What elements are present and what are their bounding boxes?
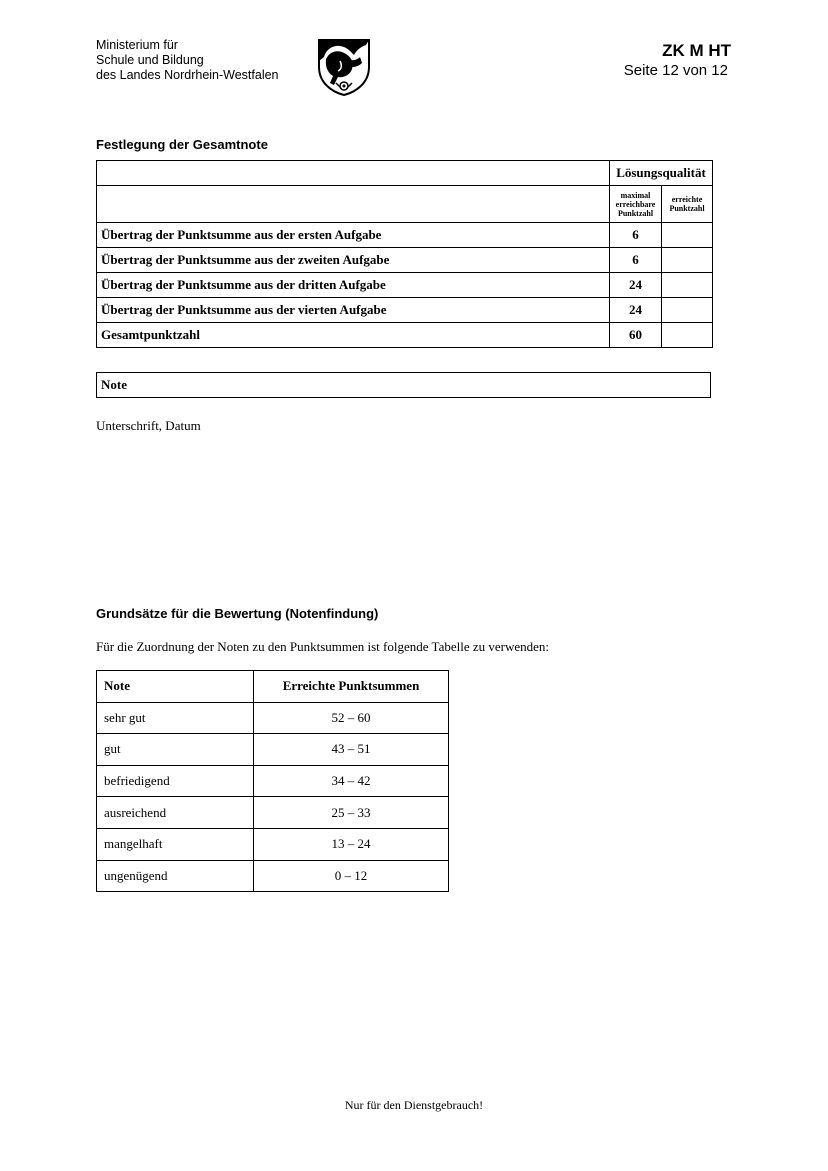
grading-intro: Für die Zuordnung der Noten zu den Punktsummen ist folgende Tabelle zu verwenden: [96,639,550,654]
grade-range: 43 – 51 [254,734,449,766]
achieved-points-total-cell[interactable] [662,323,713,348]
grade-header-range: Erreichte Punktsummen [254,671,449,703]
points-row-label: Übertrag der Punktsumme aus der zweiten Aufgabe [97,248,610,273]
quality-header: Lösungsqualität [610,161,713,186]
note-label: Note [101,377,127,392]
grade-row [97,860,449,892]
ministry-line: Ministerium für [96,38,178,52]
grade-range: 52 – 60 [254,702,449,734]
grade-note: befriedigend [97,765,254,797]
grade-row [97,828,449,860]
blank-header-cell [97,161,610,186]
signature-label: Unterschrift, Datum [96,418,201,433]
max-points-value: 24 [610,273,662,298]
grade-header-note: Note [97,671,254,703]
max-points-header-line: Punktzahl [617,208,654,218]
grade-range: 0 – 12 [254,860,449,892]
points-table [96,160,713,348]
nrw-crest-icon [316,37,372,97]
blank-subheader-cell [97,186,610,223]
max-points-header-line: erreichbare [615,199,656,209]
section-title-gesamtnote: Festlegung der Gesamtnote [96,137,268,152]
achieved-points-cell[interactable] [662,223,713,248]
points-total-label: Gesamtpunktzahl [97,323,610,348]
grade-row [97,797,449,829]
max-points-header-line: maximal [620,190,651,200]
section-title-bewertung: Grundsätze für die Bewertung (Notenfindung) [96,606,379,621]
grade-table-header [97,671,449,703]
max-points-value: 6 [610,248,662,273]
points-row-label: Übertrag der Punktsumme aus der ersten Aufgabe [97,223,610,248]
achieved-points-header [662,186,713,223]
points-row [97,248,713,273]
points-row [97,223,713,248]
grade-row [97,765,449,797]
points-row-label: Übertrag der Punktsumme aus der dritten Aufgabe [97,273,610,298]
grade-note: mangelhaft [97,828,254,860]
grade-table [96,670,449,892]
achieved-points-cell[interactable] [662,273,713,298]
grade-note: sehr gut [97,702,254,734]
achieved-points-header-line: Punktzahl [669,204,705,213]
grade-note: ungenügend [97,860,254,892]
grade-row [97,702,449,734]
page-number: Seite 12 von 12 [623,62,728,79]
max-points-total: 60 [610,323,662,348]
footer-notice: Nur für den Dienstgebrauch! [344,1098,484,1112]
max-points-value: 24 [610,298,662,323]
points-subheader-row [97,186,713,223]
document-code: ZK M HT [662,41,731,60]
points-row-label: Übertrag der Punktsumme aus der vierten Aufgabe [97,298,610,323]
max-points-value: 6 [610,223,662,248]
grade-range: 13 – 24 [254,828,449,860]
note-field[interactable] [96,372,711,398]
points-row [97,273,713,298]
points-row [97,298,713,323]
ministry-line: des Landes Nordrhein-Westfalen [96,68,279,82]
achieved-points-cell[interactable] [662,248,713,273]
points-header-row [97,161,713,186]
grade-note: gut [97,734,254,766]
max-points-header [610,186,662,223]
grade-range: 34 – 42 [254,765,449,797]
grade-range: 25 – 33 [254,797,449,829]
achieved-points-header-line: erreichte [671,195,703,204]
grade-note: ausreichend [97,797,254,829]
achieved-points-cell[interactable] [662,298,713,323]
ministry-line: Schule und Bildung [96,53,204,67]
ministry-name [96,38,279,83]
grade-row [97,734,449,766]
points-total-row [97,323,713,348]
